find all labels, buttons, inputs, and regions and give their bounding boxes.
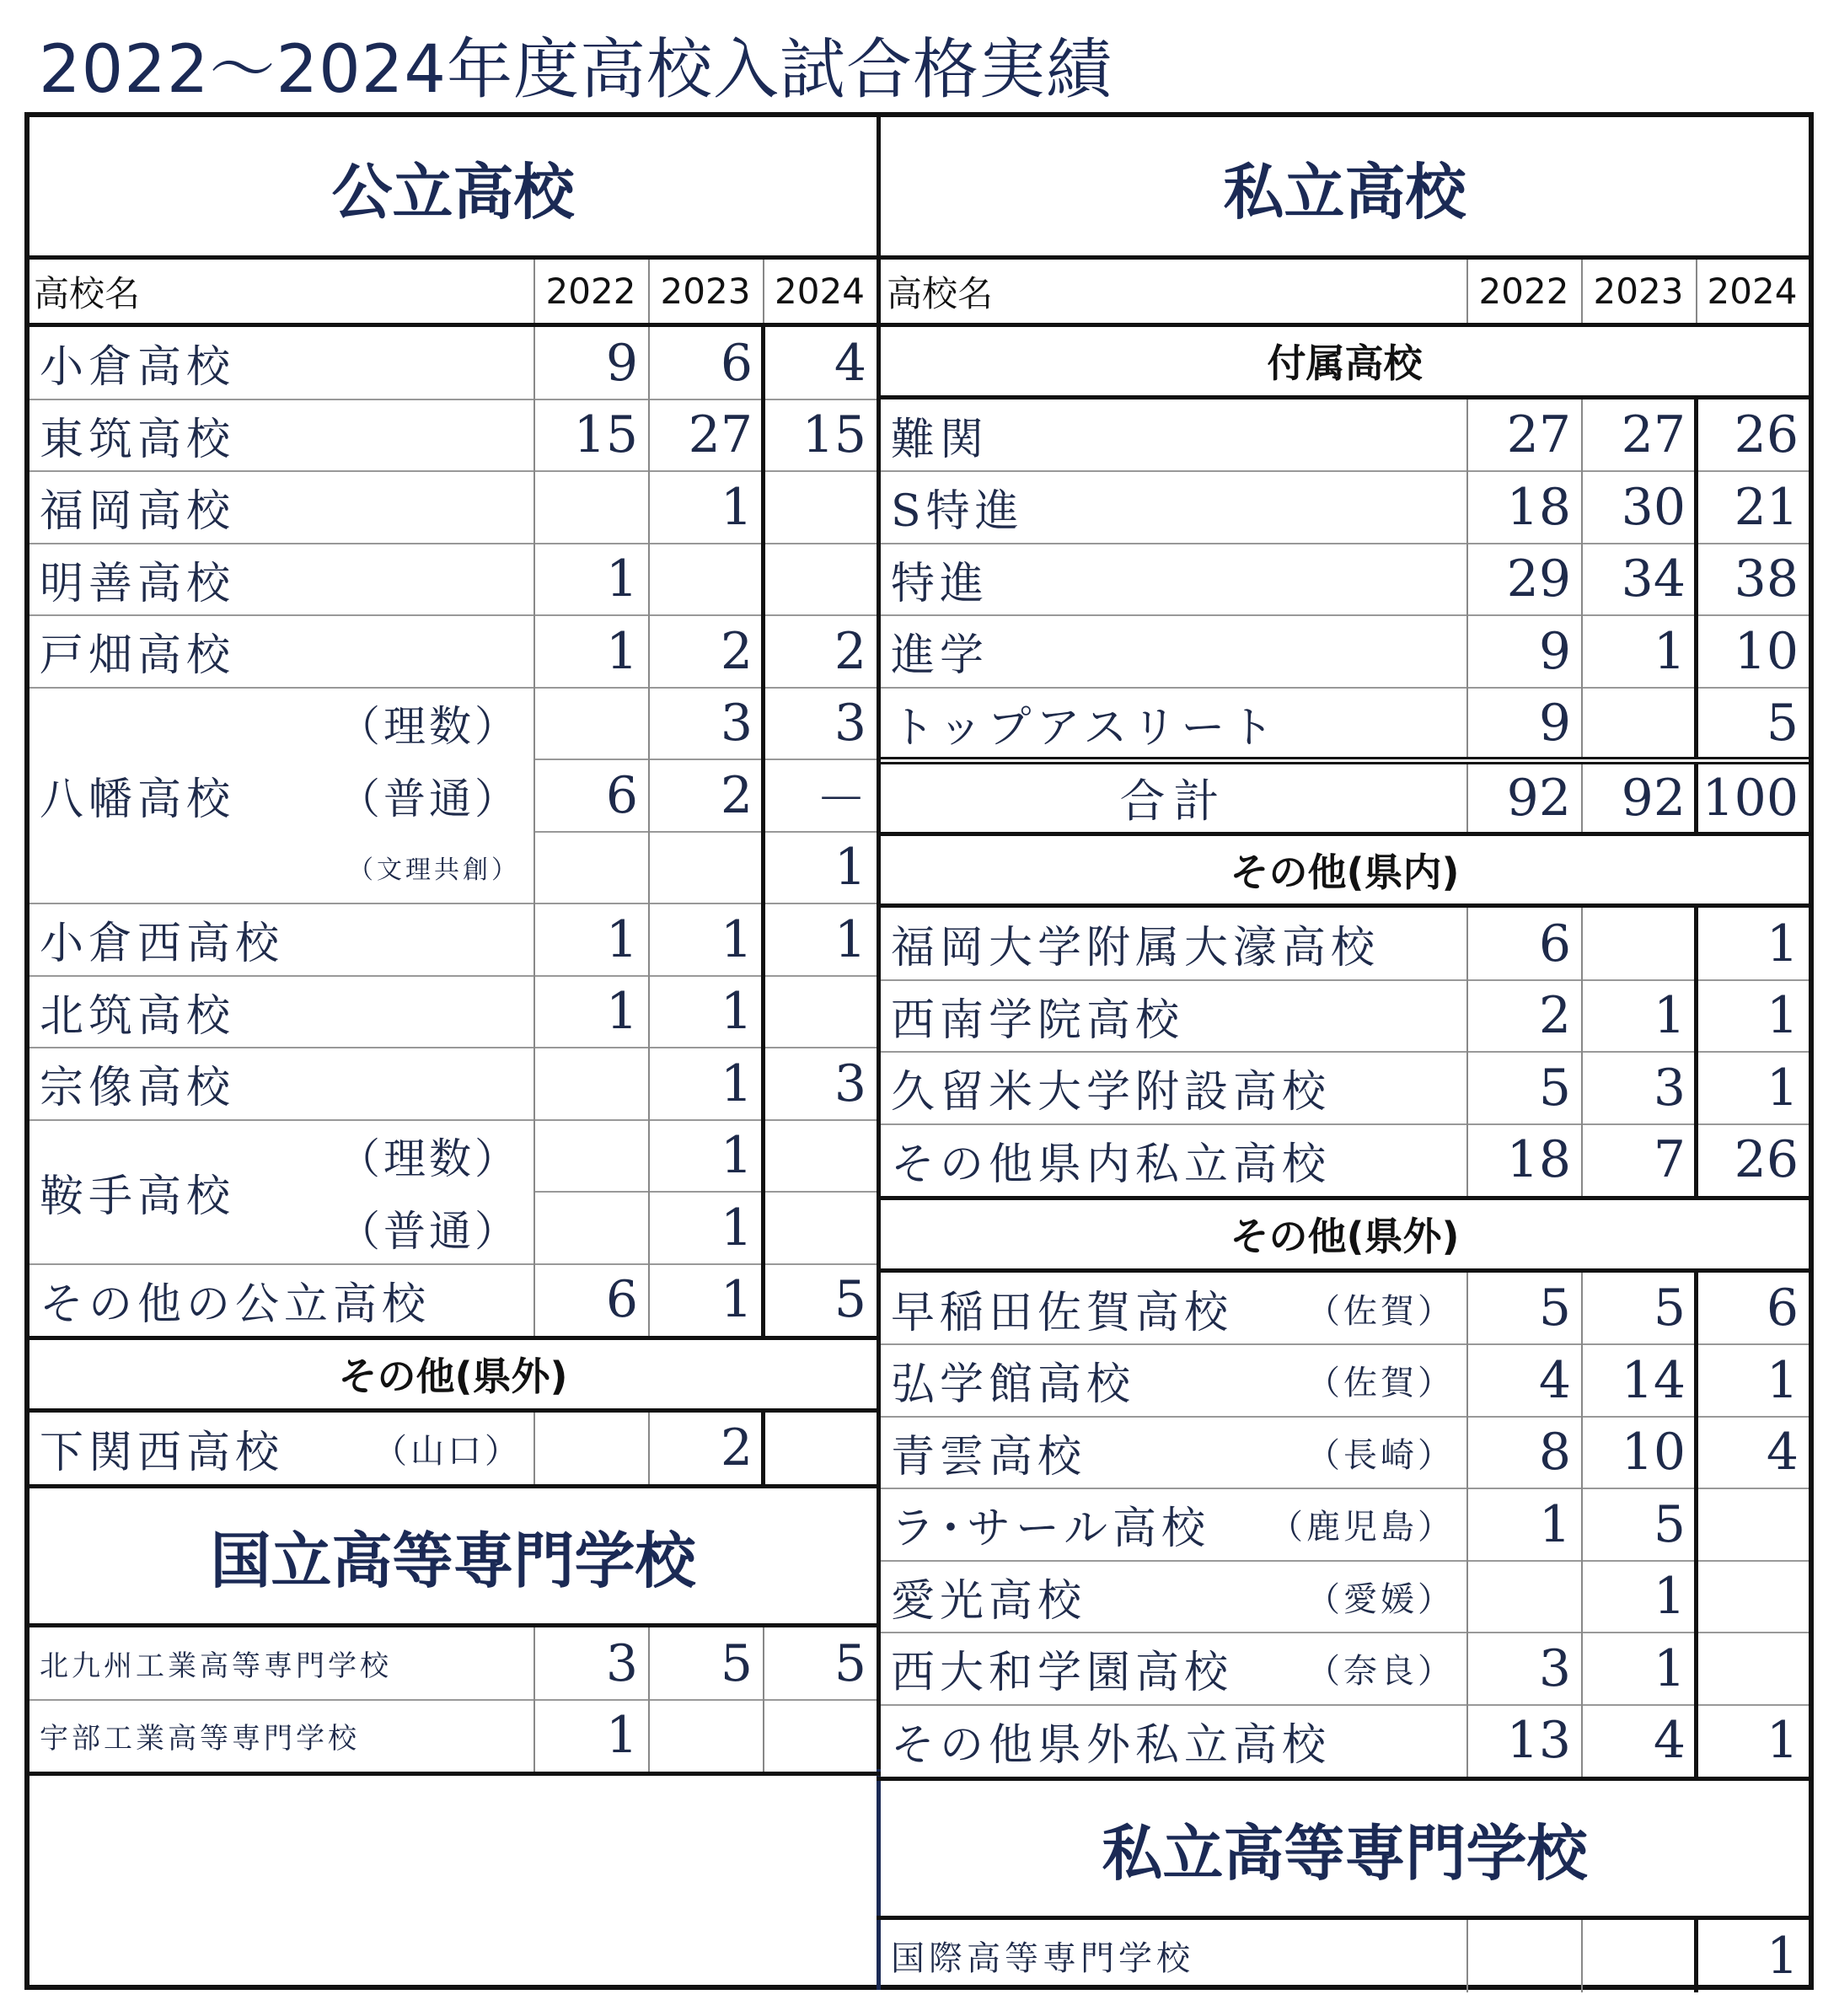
public-school-name: 小倉西高校	[40, 919, 285, 970]
count-2022: 18	[1506, 477, 1571, 537]
region-note: （鹿児島）	[1269, 1508, 1455, 1547]
national-school-name: 宇部工業高等専門学校	[40, 1721, 360, 1756]
course-note: （理数）	[338, 1134, 520, 1184]
count-2023	[1581, 688, 1696, 760]
public-heading: 公立高校	[331, 157, 575, 228]
count-2024: 5	[834, 1270, 866, 1330]
public-outside-heading: その他(県外)	[338, 1354, 568, 1400]
total-2023: 92	[1621, 768, 1686, 828]
count-2024	[763, 976, 877, 1048]
total-2022: 92	[1506, 768, 1571, 828]
public-school-name: 鞍手高校	[40, 1171, 236, 1222]
count-2022	[1466, 1561, 1581, 1633]
count-2024: 21	[1734, 477, 1799, 537]
course-note: （普通）	[338, 774, 520, 823]
count-2022: 27	[1506, 405, 1571, 465]
region-note: （佐賀）	[1306, 1364, 1455, 1403]
count-2023: 14	[1621, 1350, 1686, 1410]
private-heading: 私立高校	[1223, 157, 1466, 228]
private-school-name: 西大和学園高校	[891, 1648, 1234, 1699]
count-2024: 1	[834, 838, 866, 898]
in-prefecture-heading: その他(県内)	[1230, 849, 1460, 895]
count-2024: 1	[1766, 1350, 1799, 1410]
count-2024: 1	[834, 909, 866, 969]
count-2022: 15	[573, 405, 638, 465]
count-2023: 3	[1653, 1058, 1686, 1118]
count-2024	[763, 1192, 877, 1264]
count-2023: 3	[720, 694, 753, 753]
private-school-name: その他県内私立高校	[891, 1139, 1332, 1190]
private-school-name: 久留米大学附設高校	[891, 1067, 1332, 1118]
page-title: 2022～2024年度高校入試合格実績	[39, 32, 1113, 108]
count-2022: 9	[605, 333, 638, 393]
count-2024	[763, 1120, 877, 1193]
count-2023: 2	[720, 765, 753, 825]
count-2022: 1	[605, 982, 638, 1042]
private-school-name: 特進	[891, 558, 989, 609]
private-school-name: 西南学院高校	[891, 995, 1185, 1046]
private-school-name: 福岡大学附属大濠高校	[891, 923, 1381, 974]
public-school-name: 小倉高校	[40, 342, 236, 394]
region-note: （奈良）	[1306, 1652, 1455, 1692]
count-2022	[533, 1048, 648, 1120]
count-2024: 5	[1766, 694, 1799, 753]
count-2022: 1	[1538, 1494, 1571, 1554]
public-school-name: 福岡高校	[40, 486, 236, 538]
count-2023: 1	[1653, 621, 1686, 681]
count-2024	[763, 1700, 877, 1772]
private-school-name: 早稲田佐賀高校	[891, 1287, 1234, 1338]
count-2024: 15	[802, 405, 866, 465]
count-2023: 27	[688, 405, 753, 465]
count-2023: 1	[1653, 1638, 1686, 1698]
count-2024	[763, 544, 877, 616]
count-2024	[1696, 1561, 1809, 1633]
count-2023: 1	[720, 982, 753, 1042]
count-2022	[533, 688, 648, 760]
count-2024: 1	[1766, 1058, 1799, 1118]
count-2022: 1	[605, 621, 638, 681]
count-2022: 3	[605, 1633, 638, 1693]
course-note: （理数）	[338, 702, 520, 752]
private-tech-school-name: 国際高等専門学校	[891, 1939, 1194, 1979]
region-note: （佐賀）	[1306, 1291, 1455, 1331]
public-school-name: 明善高校	[40, 558, 236, 609]
count-2023: 1	[720, 1270, 753, 1330]
private-school-name: ラ･サール高校	[891, 1504, 1210, 1555]
count-2024: 6	[1766, 1279, 1799, 1338]
private-year-2023: 2023	[1593, 271, 1684, 312]
count-2022	[533, 471, 648, 544]
private-year-2024: 2024	[1707, 271, 1798, 312]
count-2024: 3	[834, 1054, 866, 1113]
count-2024: 5	[834, 1633, 866, 1693]
count-2022: 6	[605, 765, 638, 825]
public-school-name: 東筑高校	[40, 414, 236, 465]
count-2022	[533, 832, 648, 904]
private-school-name: S特進	[891, 486, 1024, 538]
private-school-name: トップアスリート	[891, 702, 1279, 753]
count-2023: 1	[720, 1054, 753, 1113]
count-2023	[648, 1700, 763, 1772]
count-2023: 27	[1621, 405, 1686, 465]
public-year-2024: 2024	[775, 271, 865, 312]
count-2023	[1581, 1920, 1696, 1992]
count-2023: 5	[1653, 1279, 1686, 1338]
count-2024: 1	[1766, 1926, 1799, 1986]
count-2022: 2	[1538, 986, 1571, 1046]
count-2022: 18	[1506, 1130, 1571, 1190]
public-year-2022: 2022	[545, 271, 636, 312]
count-2023: 5	[1653, 1494, 1686, 1554]
count-2023: 5	[720, 1633, 753, 1693]
private-col-name: 高校名	[887, 272, 994, 314]
public-school-name: 下関西高校	[40, 1427, 285, 1478]
private-tech-heading: 私立高等専門学校	[1102, 1818, 1588, 1889]
count-2024: 1	[1766, 1711, 1799, 1771]
count-2023: 6	[720, 333, 753, 393]
count-2022: 29	[1506, 550, 1571, 609]
public-year-2023: 2023	[660, 271, 751, 312]
count-2023: 10	[1621, 1423, 1686, 1483]
count-2024	[763, 471, 877, 544]
private-school-name: 愛光高校	[891, 1575, 1087, 1627]
total-label: 合計	[1119, 775, 1228, 828]
count-2024	[1696, 1633, 1809, 1705]
count-2022: 6	[605, 1270, 638, 1330]
count-2024	[763, 1413, 877, 1485]
count-2022: 1	[605, 1706, 638, 1766]
count-2022	[1466, 1920, 1581, 1992]
count-2024: 3	[834, 694, 866, 753]
count-2024: 4	[834, 333, 866, 393]
count-2023: 1	[1653, 986, 1686, 1046]
count-2023: 30	[1621, 477, 1686, 537]
private-school-name: 難関	[891, 414, 989, 465]
total-2024: 100	[1702, 768, 1799, 828]
count-2023: 1	[720, 1126, 753, 1186]
count-2022: 1	[605, 909, 638, 969]
count-2024: －	[816, 769, 866, 829]
private-school-name: 進学	[891, 630, 989, 682]
count-2023: 2	[720, 621, 753, 681]
count-2023: 4	[1653, 1711, 1686, 1771]
count-2022: 1	[605, 550, 638, 609]
count-2023: 1	[720, 1198, 753, 1257]
public-col-name: 高校名	[34, 272, 141, 314]
count-2023	[648, 832, 763, 904]
private-school-name: 青雲高校	[891, 1431, 1087, 1483]
private-school-name: 弘学館高校	[891, 1359, 1136, 1411]
count-2024: 26	[1734, 405, 1799, 465]
count-2023	[648, 544, 763, 616]
private-school-name: その他県外私立高校	[891, 1719, 1332, 1771]
private-year-2022: 2022	[1478, 271, 1569, 312]
count-2022: 5	[1538, 1058, 1571, 1118]
count-2022	[533, 1413, 648, 1485]
count-2022: 13	[1506, 1711, 1571, 1771]
course-note: （文理共創）	[348, 855, 520, 886]
national-heading: 国立高等専門学校	[210, 1525, 696, 1596]
count-2023: 7	[1653, 1130, 1686, 1190]
region-note: （長崎）	[1306, 1435, 1455, 1475]
count-2023: 1	[720, 477, 753, 537]
count-2022: 9	[1538, 621, 1571, 681]
count-2024: 38	[1734, 550, 1799, 609]
count-2023: 2	[720, 1418, 753, 1478]
count-2023	[1581, 908, 1696, 980]
count-2023: 1	[720, 909, 753, 969]
count-2022: 4	[1538, 1350, 1571, 1410]
public-school-name: 戸畑高校	[40, 630, 236, 682]
out-prefecture-heading: その他(県外)	[1230, 1214, 1460, 1260]
public-school-name: 八幡高校	[40, 775, 236, 826]
count-2024: 4	[1766, 1423, 1799, 1483]
public-school-name: その他の公立高校	[40, 1279, 432, 1330]
count-2024	[1696, 1488, 1809, 1561]
count-2022: 5	[1538, 1279, 1571, 1338]
attached-heading: 付属高校	[1267, 340, 1423, 387]
count-2022	[533, 1120, 648, 1193]
count-2024: 1	[1766, 986, 1799, 1046]
count-2024: 2	[834, 621, 866, 681]
count-2022: 9	[1538, 694, 1571, 753]
count-2024: 26	[1734, 1130, 1799, 1190]
course-note: （普通）	[338, 1206, 520, 1256]
count-2023: 1	[1653, 1567, 1686, 1627]
region-note: （愛媛）	[1306, 1579, 1455, 1619]
public-school-name: 宗像高校	[40, 1063, 236, 1114]
count-2024: 10	[1734, 621, 1799, 681]
count-2022: 3	[1538, 1638, 1571, 1698]
count-2022: 8	[1538, 1423, 1571, 1483]
national-school-name: 北九州工業高等専門学校	[40, 1649, 392, 1684]
region-note: （山口）	[373, 1431, 522, 1471]
public-school-name: 北筑高校	[40, 990, 236, 1042]
count-2024: 1	[1766, 914, 1799, 973]
count-2022	[533, 1192, 648, 1264]
count-2022: 6	[1538, 914, 1571, 973]
count-2023: 34	[1621, 550, 1686, 609]
